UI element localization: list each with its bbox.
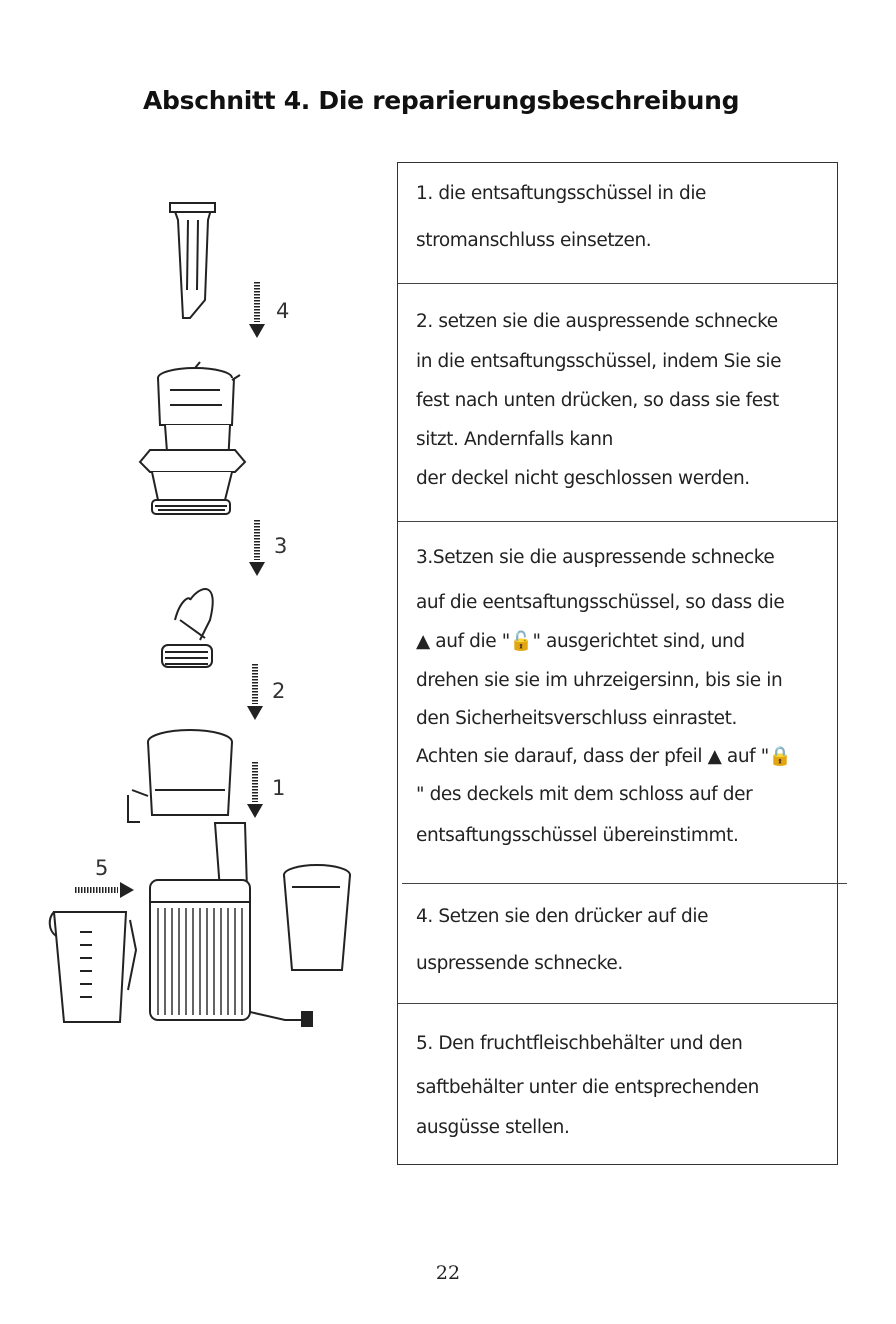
step-3-line-7: " des deckels mit dem schloss auf der xyxy=(416,784,753,805)
step-5-line-3: ausgüsse stellen. xyxy=(416,1117,570,1138)
auger-part xyxy=(162,589,213,667)
step-2-line-3: fest nach unten drücken, so dass sie fest xyxy=(416,390,779,411)
step-divider xyxy=(398,521,837,522)
step-3-line-2: auf die eentsaftungsschüssel, so dass die xyxy=(416,592,785,613)
pulp-cup-part xyxy=(50,912,136,1022)
step-2-line-4: sitzt. Andernfalls kann xyxy=(416,429,613,450)
step-divider xyxy=(398,1003,837,1004)
pusher-part xyxy=(170,203,215,318)
step-2-line-5: der deckel nicht geschlossen werden. xyxy=(416,468,750,489)
arrow-label-5: 5 xyxy=(95,856,109,880)
strainer-basket-part xyxy=(128,730,232,822)
step-1-line-2: stromanschluss einsetzen. xyxy=(416,230,652,251)
step-3-line-5: den Sicherheitsverschluss einrastet. xyxy=(416,708,738,729)
juicer-assembly-diagram xyxy=(40,190,385,1040)
page-number: 22 xyxy=(435,1262,461,1284)
step-3-line-4: drehen sie sie im uhrzeigersinn, bis sie in xyxy=(416,670,783,691)
juicing-bowl-part xyxy=(140,362,245,514)
step-3-line-3: ▲ auf die "🔓" ausgerichtet sind, und xyxy=(416,631,745,652)
step-1-line-1: 1. die entsaftungsschüssel in die xyxy=(416,183,707,204)
step-4-line-1: 4. Setzen sie den drücker auf die xyxy=(416,906,709,927)
step-divider xyxy=(398,283,837,284)
steps-table xyxy=(397,162,838,1165)
step-3-line-1: 3.Setzen sie die auspressende schnecke xyxy=(416,547,775,568)
arrow-label-2: 2 xyxy=(272,679,286,703)
step-4-line-2: uspressende schnecke. xyxy=(416,953,623,974)
step-5-line-2: saftbehälter unter die entsprechenden xyxy=(416,1077,759,1098)
arrow-label-4: 4 xyxy=(276,299,290,323)
step-3-line-6: Achten sie darauf, dass der pfeil ▲ auf "🔒 xyxy=(416,746,792,767)
step-2-line-1: 2. setzen sie die auspressende schnecke xyxy=(416,311,778,332)
step-2-line-2: in die entsaftungsschüssel, indem Sie sie xyxy=(416,351,782,372)
page-title: Abschnitt 4. Die reparierungsbeschreibung xyxy=(143,86,740,115)
arrow-label-1: 1 xyxy=(272,776,286,800)
juice-cup-part xyxy=(284,865,350,970)
arrow-label-3: 3 xyxy=(274,534,288,558)
step-3-line-8: entsaftungsschüssel übereinstimmt. xyxy=(416,825,739,846)
step-divider xyxy=(402,883,847,884)
step-5-line-1: 5. Den fruchtfleischbehälter und den xyxy=(416,1033,743,1054)
